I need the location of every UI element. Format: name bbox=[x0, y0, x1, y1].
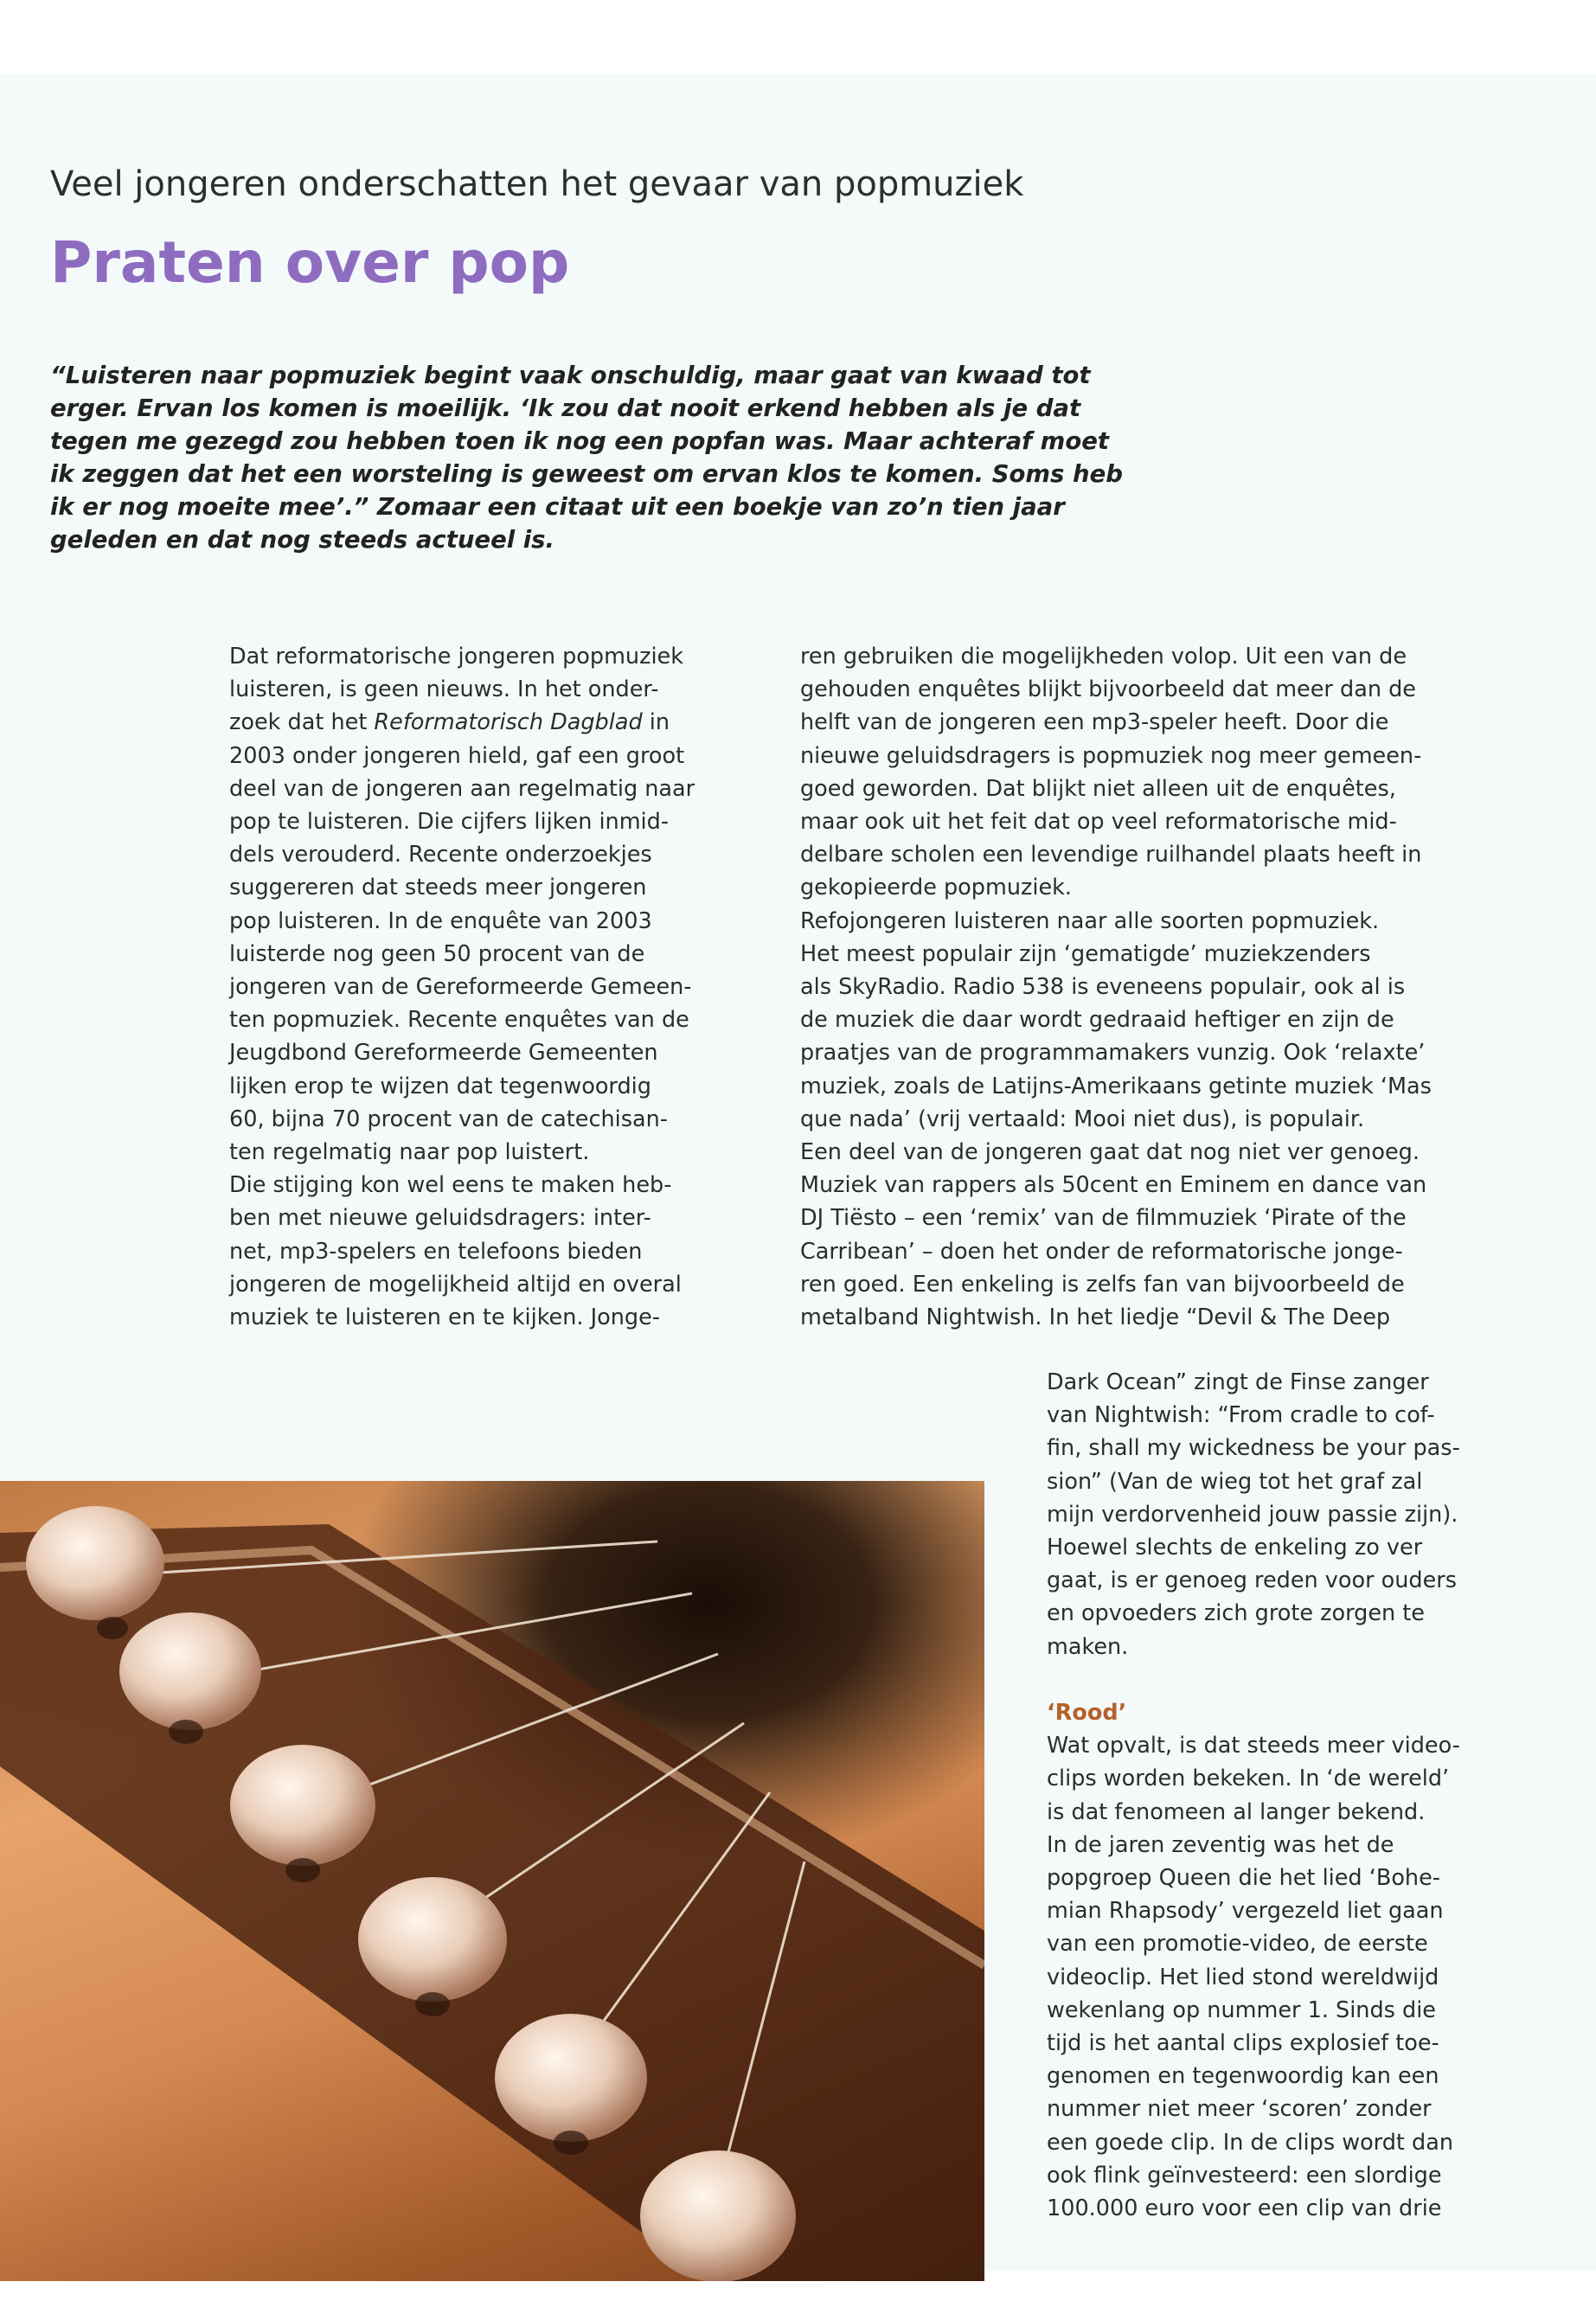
body-line: Wat opvalt, is dat steeds meer video- bbox=[1047, 1733, 1460, 1759]
body-line: luisteren, is geen nieuws. In het onder- bbox=[229, 676, 659, 703]
body-line: lijken erop te wijzen dat tegenwoordig bbox=[229, 1073, 651, 1099]
body-line: maken. bbox=[1047, 1633, 1129, 1660]
body-line: van Nightwish: “From cradle to cof- bbox=[1047, 1402, 1435, 1429]
body-line: ren goed. Een enkeling is zelfs fan van bijvoorbeeld de bbox=[800, 1271, 1405, 1298]
body-line: een goede clip. In de clips wordt dan bbox=[1047, 2129, 1453, 2156]
body-line: muziek te luisteren en te kijken. Jonge- bbox=[229, 1304, 660, 1331]
body-line: clips worden bekeken. In ‘de wereld’ bbox=[1047, 1766, 1450, 1792]
body-line: net, mp3-spelers en telefoons bieden bbox=[229, 1238, 643, 1265]
body-line: Refojongeren luisteren naar alle soorten popmuziek. bbox=[800, 907, 1380, 934]
body-line: Dat reformatorische jongeren popmuziek bbox=[229, 644, 683, 670]
body-line: praatjes van de programmamakers vunzig. Ook ‘relaxte’ bbox=[800, 1040, 1426, 1067]
body-line: is dat fenomeen al langer bekend. bbox=[1047, 1798, 1426, 1825]
body-line: popgroep Queen die het lied ‘Bohe- bbox=[1047, 1865, 1440, 1892]
body-line: 2003 onder jongeren hield, gaf een groot bbox=[229, 742, 685, 769]
section-subhead: ‘Rood’ bbox=[1047, 1700, 1127, 1727]
body-line: als SkyRadio. Radio 538 is eveneens populair, ook al is bbox=[800, 974, 1406, 1001]
body-line-text: in bbox=[642, 709, 670, 736]
body-line: 100.000 euro voor een clip van drie bbox=[1047, 2195, 1442, 2222]
body-line bbox=[229, 706, 695, 739]
body-line: jongeren de mogelijkheid altijd en overal bbox=[229, 1271, 682, 1298]
body-line: ten regelmatig naar pop luistert. bbox=[229, 1139, 590, 1166]
newspaper-name: Reformatorisch Dagblad bbox=[374, 709, 643, 736]
body-line: ten popmuziek. Recente enquêtes van de bbox=[229, 1007, 689, 1034]
body-line: ren gebruiken die mogelijkheden volop. Uit een van de bbox=[800, 644, 1407, 670]
body-line: suggereren dat steeds meer jongeren bbox=[229, 875, 647, 901]
body-line: Die stijging kon wel eens te maken heb- bbox=[229, 1172, 672, 1199]
body-line: luisterde nog geen 50 procent van de bbox=[229, 940, 645, 967]
body-line: van een promotie-video, de eerste bbox=[1047, 1931, 1428, 1958]
body-line: dels verouderd. Recente onderzoekjes bbox=[229, 842, 652, 868]
body-line: nieuwe geluidsdragers is popmuziek nog meer gemeen- bbox=[800, 742, 1422, 769]
article-intro: “Luisteren naar popmuziek begint vaak onschuldig, maar gaat van kwaad tot erger. Ervan los komen is moeilijk. ‘Ik zou dat nooit erkend hebben als je dat tegen me gezegd zou hebben toen ik nog een popfan was. Maar achteraf moet ik zeggen dat het een worsteling is geweest om ervan klos te komen. Soms heb ik er nog moeite mee’.” Zomaar een citaat uit een boekje van zo’n tien jaar geleden en dat nog steeds actueel is. bbox=[50, 362, 1123, 554]
body-line: In de jaren zeventig was het de bbox=[1047, 1831, 1394, 1858]
body-column-1 bbox=[229, 640, 695, 1334]
magazine-page bbox=[0, 74, 1596, 2271]
body-line: fin, shall my wickedness be your pas- bbox=[1047, 1435, 1460, 1462]
body-column-2 bbox=[800, 640, 1432, 1334]
body-line: gehouden enquêtes blijkt bijvoorbeeld dat meer dan de bbox=[800, 676, 1416, 703]
body-line: ook flink geïnvesteerd: een slordige bbox=[1047, 2162, 1442, 2189]
article-title: Praten over pop bbox=[50, 229, 570, 296]
body-line: mian Rhapsody’ vergezeld liet gaan bbox=[1047, 1898, 1444, 1925]
body-line: Dark Ocean” zingt de Finse zanger bbox=[1047, 1369, 1429, 1395]
body-line: 60, bijna 70 procent van de catechisan- bbox=[229, 1106, 668, 1132]
body-line: pop te luisteren. Die cijfers lijken inmid- bbox=[229, 809, 670, 836]
body-line: goed geworden. Dat blijkt niet alleen uit de enquêtes, bbox=[800, 775, 1396, 802]
body-line: genomen en tegenwoordig kan een bbox=[1047, 2063, 1439, 2090]
body-line: Jeugdbond Gereformeerde Gemeenten bbox=[229, 1040, 658, 1067]
body-line: Een deel van de jongeren gaat dat nog niet ver genoeg. bbox=[800, 1139, 1420, 1166]
body-line: Het meest populair zijn ‘gematigde’ muziekzenders bbox=[800, 940, 1371, 967]
body-line: pop luisteren. In de enquête van 2003 bbox=[229, 907, 652, 934]
spacer bbox=[1047, 1663, 1460, 1696]
body-line: que nada’ (vrij vertaald: Mooi niet dus), is populair. bbox=[800, 1106, 1365, 1132]
body-line: maar ook uit het feit dat op veel reformatorische mid- bbox=[800, 809, 1397, 836]
body-line: videoclip. Het lied stond wereldwijd bbox=[1047, 1964, 1439, 1990]
body-line: mijn verdorvenheid jouw passie zijn). bbox=[1047, 1501, 1458, 1528]
body-line: Muziek van rappers als 50cent en Eminem en dance van bbox=[800, 1172, 1427, 1199]
body-line: gekopieerde popmuziek. bbox=[800, 875, 1073, 901]
body-line: Carribean’ – doen het onder de reformatorische jonge- bbox=[800, 1238, 1403, 1265]
body-line: Hoewel slechts de enkeling zo ver bbox=[1047, 1535, 1423, 1561]
body-line: wekenlang op nummer 1. Sinds die bbox=[1047, 1997, 1436, 2023]
body-line: helft van de jongeren een mp3-speler heeft. Door die bbox=[800, 709, 1389, 736]
guitar-bridge-illustration bbox=[0, 1481, 984, 2281]
body-line: en opvoeders zich grote zorgen te bbox=[1047, 1600, 1425, 1627]
body-column-3 bbox=[1047, 1366, 1460, 2225]
guitar-bridge-photo bbox=[0, 1481, 984, 2281]
body-line: deel van de jongeren aan regelmatig naar bbox=[229, 775, 695, 802]
body-line-text: zoek dat het bbox=[229, 709, 375, 736]
body-line: gaat, is er genoeg reden voor ouders bbox=[1047, 1567, 1458, 1594]
article-kicker: Veel jongeren onderschatten het gevaar van popmuziek bbox=[50, 164, 1024, 204]
body-line: ben met nieuwe geluidsdragers: inter- bbox=[229, 1205, 651, 1232]
body-line: sion” (Van de wieg tot het graf zal bbox=[1047, 1468, 1423, 1495]
body-line: muziek, zoals de Latijns-Amerikaans getinte muziek ‘Mas bbox=[800, 1073, 1432, 1099]
body-line: nummer niet meer ‘scoren’ zonder bbox=[1047, 2096, 1432, 2123]
body-line: tijd is het aantal clips explosief toe- bbox=[1047, 2030, 1439, 2057]
body-line: jongeren van de Gereformeerde Gemeen- bbox=[229, 974, 692, 1001]
body-line: delbare scholen een levendige ruilhandel plaats heeft in bbox=[800, 842, 1422, 868]
body-line: de muziek die daar wordt gedraaid heftiger en zijn de bbox=[800, 1007, 1394, 1034]
body-line: metalband Nightwish. In het liedje “Devil & The Deep bbox=[800, 1304, 1391, 1331]
body-line: DJ Tiësto – een ‘remix’ van de filmmuziek ‘Pirate of the bbox=[800, 1205, 1407, 1232]
